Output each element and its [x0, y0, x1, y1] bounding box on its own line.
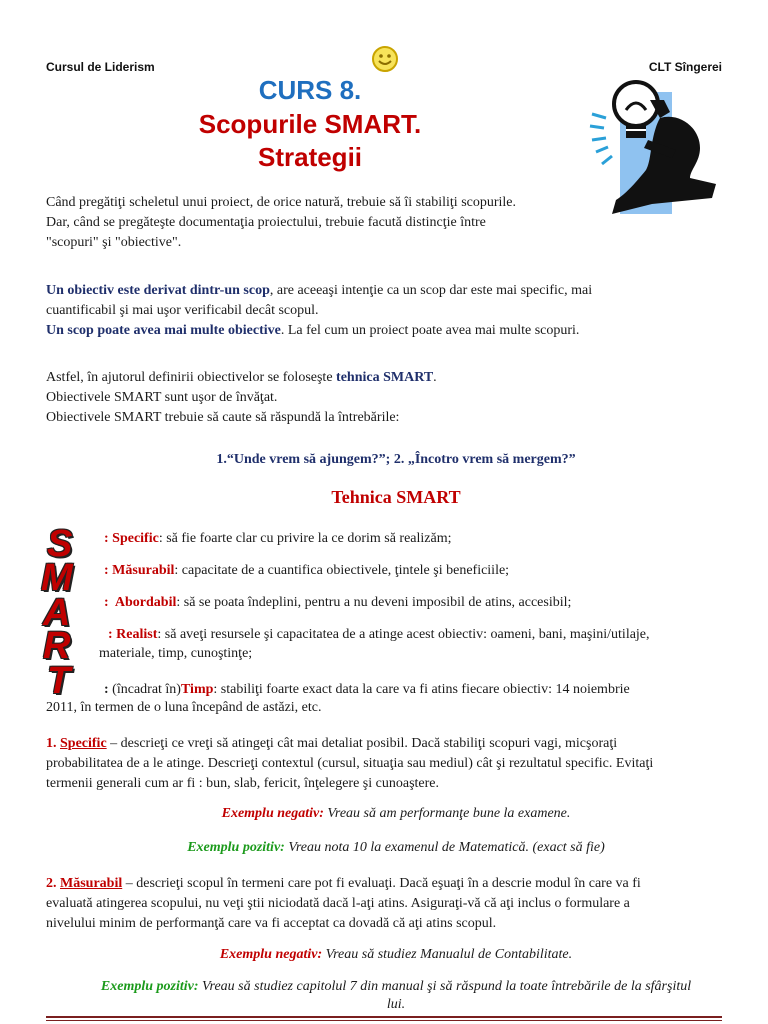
example-label: Exemplu negativ:	[221, 806, 324, 821]
footer-rule	[46, 1016, 722, 1018]
smart-letter-m: M	[41, 557, 73, 599]
smart-letter-r: R	[43, 625, 71, 667]
text-line: nivelului minim de performanţă care va fi acceptat ca dovadă că aţi atins scopul.	[46, 916, 497, 931]
smart-item-timp	[104, 680, 744, 700]
bold-phrase: Un scop poate avea mai multe obiective	[46, 323, 281, 338]
objective-paragraph	[46, 281, 736, 341]
text-span: , are aceeaşi intenţie ca un scop dar este mai specific, mai	[269, 283, 593, 298]
intro-line: "scopuri" şi "obiective".	[46, 235, 182, 250]
questions-line: 1.“Unde vrem să ajungem?”; 2. „Încotro vrem să mergem?”	[216, 452, 576, 467]
example-text: Vreau să studiez Manualul de Contabilitate.	[322, 947, 573, 962]
text-span: – descrieţi scopul în termeni care pot fi evaluaţi. Dacă eşuaţi în a descrie modul în care va fi	[122, 876, 641, 891]
specific-positive-example	[46, 840, 746, 856]
item-text: : capacitate de a cuantifica obiectivele, ţintele şi beneficiile;	[174, 563, 510, 578]
text-line: cuantificabil şi mai uşor verificabil decât scopul.	[46, 303, 319, 318]
smart-intro-paragraph	[46, 368, 726, 428]
item-term: Abordabil	[114, 595, 177, 610]
example-label: Exemplu negativ:	[219, 947, 323, 962]
text-line: probabilitatea de a le atinge. Descrieţi contextul (cursul, situaţia sau mediul) cât şi rezultatul specific. Evitaţi	[46, 756, 654, 771]
example-text-continued: lui.	[386, 997, 406, 1012]
smart-item-masurabil	[104, 561, 744, 581]
masurabil-section	[46, 874, 746, 934]
item-text: : stabiliţi foarte exact data la care va fi atins fiecare obiectiv: 14 noiembrie	[213, 682, 630, 697]
text-span: – descrieţi ce vreţi să atingeţi cât mai detaliat posibil. Dacă stabiliţi scopuri vagi, micşoraţi	[106, 736, 618, 751]
text-span: Astfel, în ajutorul definirii obiectivelor se foloseşte	[46, 370, 337, 385]
example-text: Vreau să am performanţe bune la examene.	[323, 806, 571, 821]
example-label: Exemplu pozitiv:	[187, 840, 285, 855]
smart-letter-a: A	[43, 592, 71, 634]
smart-item-abordabil	[104, 593, 744, 613]
item-prefix: :	[104, 595, 115, 610]
item-term: Timp	[180, 682, 214, 697]
text-line: evaluată atingerea scopului, nu veţi ştii niciodată dacă l-aţi atins. Asiguraţi-vă că aţi inclus o formulare a	[46, 896, 630, 911]
example-text: Vreau să studiez capitolul 7 din manual şi să răspund la toate întrebările de la sfârşitul	[198, 979, 692, 994]
section-title: Tehnica SMART	[331, 487, 461, 507]
bold-phrase: Un obiectiv este derivat dintr-un scop	[46, 283, 270, 298]
header-left: Cursul de Liderism	[46, 60, 155, 74]
item-term: Specific	[112, 531, 159, 546]
intro-paragraph	[46, 193, 726, 253]
section-term: Specific	[60, 736, 107, 751]
text-span: . La fel cum un proiect poate avea mai multe scopuri.	[280, 323, 580, 338]
text-line: Obiectivele SMART sunt uşor de învăţat.	[46, 390, 278, 405]
title-line3: Strategii	[257, 142, 363, 172]
item-term: Măsurabil	[112, 563, 175, 578]
text-line: Obiectivele SMART trebuie să caute să răspundă la întrebările:	[46, 410, 400, 425]
intro-line: Dar, când se pregăteşte documentaţia proiectului, trebuie facută distincţie între	[46, 215, 486, 230]
item-prefix: :	[104, 682, 113, 697]
smart-item-realist	[108, 625, 748, 645]
bold-phrase: tehnica SMART	[336, 370, 434, 385]
title-line2: Scopurile SMART.	[198, 109, 422, 139]
title-line1: CURS 8.	[258, 75, 362, 105]
section-term: Măsurabil	[60, 876, 123, 891]
header-right: CLT Sîngerei	[648, 60, 722, 74]
section-number: 2.	[46, 876, 60, 891]
section-number: 1.	[46, 736, 60, 751]
smart-letter-t: T	[47, 660, 71, 702]
example-label: Exemplu pozitiv:	[100, 979, 199, 994]
item-text: : să aveţi resursele şi capacitatea de a atinge acest obiectiv: oameni, bani, maşini/utilaje,	[157, 627, 650, 642]
item-prefix: :	[104, 531, 113, 546]
item-text: : să se poata îndeplini, pentru a nu deveni imposibil de atins, accesibil;	[176, 595, 572, 610]
smart-item-specific	[104, 529, 744, 549]
text-span: .	[433, 370, 437, 385]
footer-rule-thin	[46, 1020, 722, 1021]
masurabil-negative-example	[46, 947, 746, 963]
item-prefix: :	[104, 563, 113, 578]
item-prefix: :	[108, 627, 117, 642]
text-line: termenii generali cum ar fi : bun, slab, fericit, înţelegere şi cunoaştere.	[46, 776, 440, 791]
smiley-icon	[371, 45, 399, 73]
item-text-continued: materiale, timp, cunoştinţe;	[99, 646, 253, 661]
item-text: : să fie foarte clar cu privire la ce dorim să realizăm;	[158, 531, 452, 546]
smart-letter-s: S	[47, 523, 73, 565]
specific-section	[46, 734, 746, 794]
item-term: Realist	[116, 627, 158, 642]
specific-negative-example	[46, 806, 746, 822]
intro-line: Când pregătiţi scheletul unui proiect, de orice natură, trebuie să îi stabiliţi scopurile.	[46, 195, 517, 210]
masurabil-positive-example	[46, 979, 746, 995]
example-text: Vreau nota 10 la examenul de Matematică. (exact să fie)	[284, 840, 605, 855]
item-preterm: (încadrat în)	[112, 682, 181, 697]
item-text-continued: 2011, în termen de o luna începând de astăzi, etc.	[46, 700, 322, 715]
